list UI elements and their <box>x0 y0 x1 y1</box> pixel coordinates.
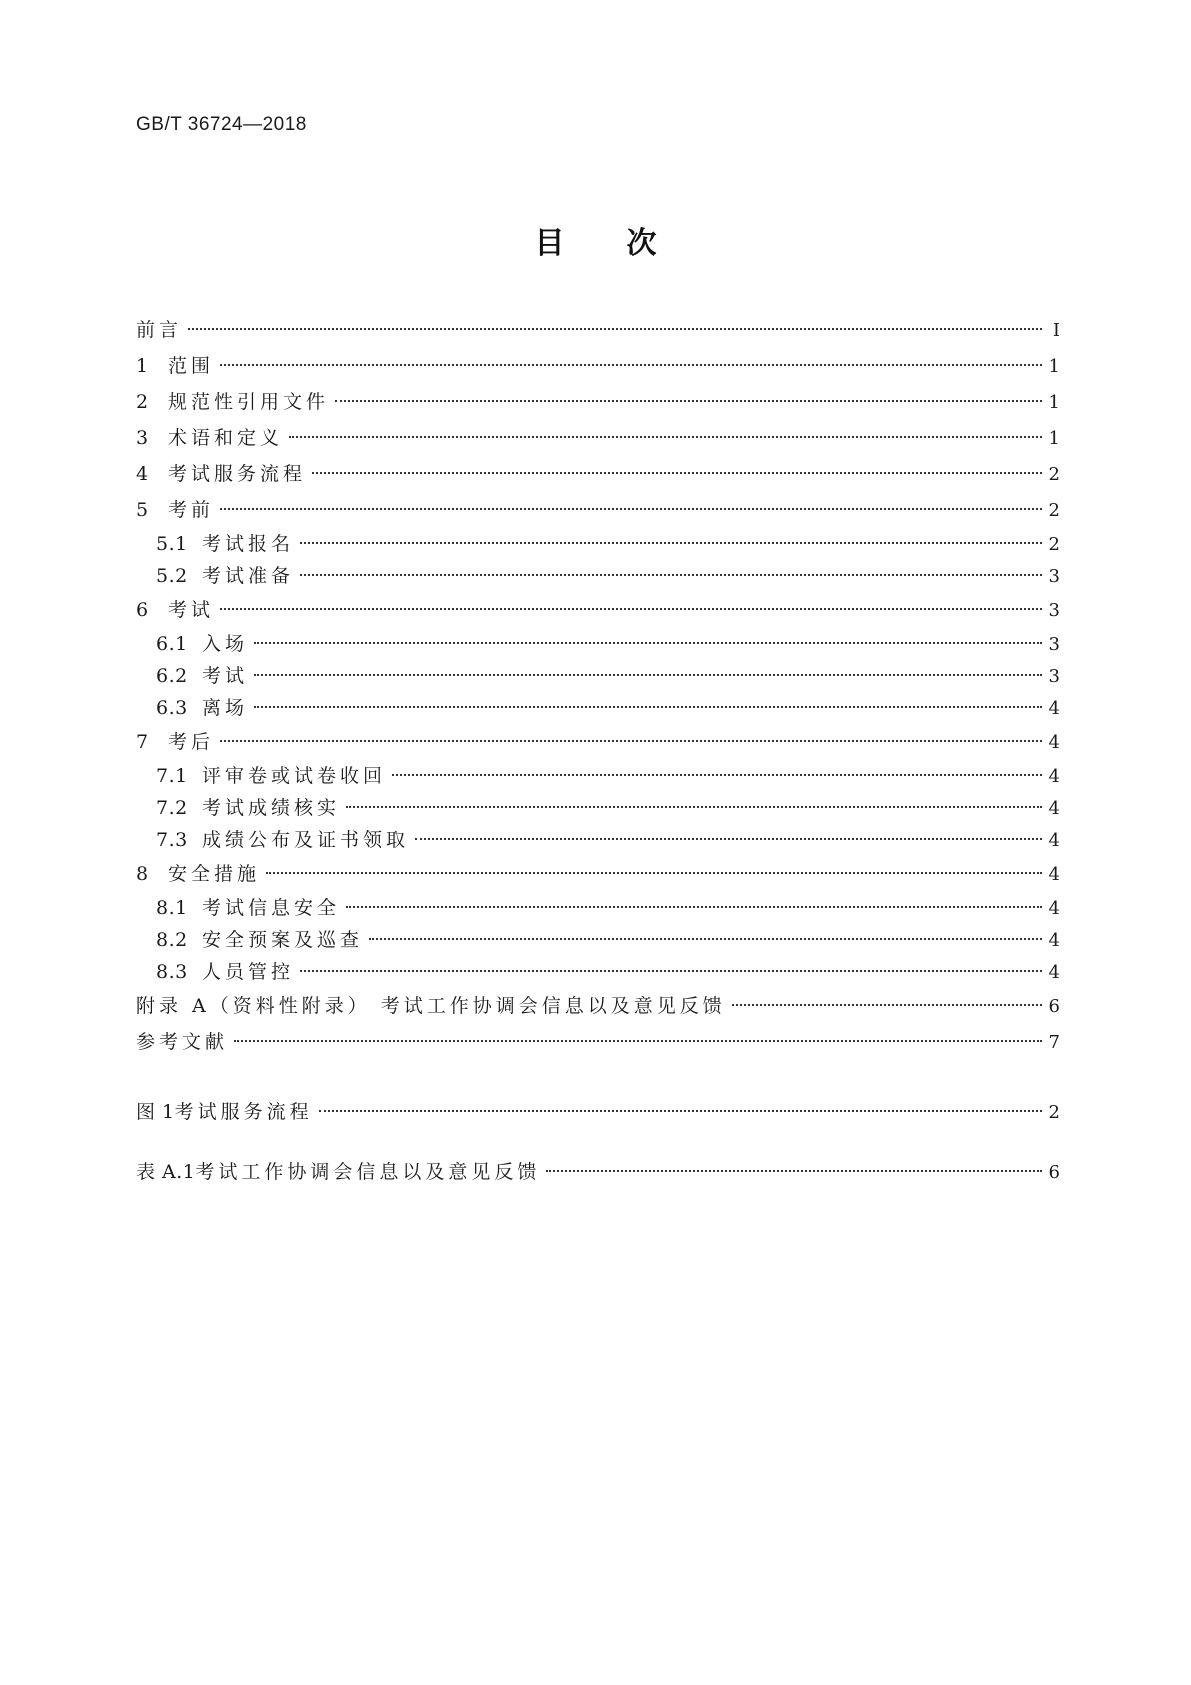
toc-entry-title: 考试信息安全 <box>202 897 341 919</box>
toc-entry-label <box>136 456 306 492</box>
toc-entry[interactable] <box>136 1094 1060 1130</box>
toc-entry-label <box>136 892 340 924</box>
toc-entry[interactable] <box>136 420 1060 456</box>
toc-entry-number: 8 <box>136 863 149 885</box>
toc-entry-title: 考试工作协调会信息以及意见反馈 <box>195 1161 541 1183</box>
toc-entry[interactable] <box>136 988 1060 1024</box>
toc-entry-title: 考试服务流程 <box>174 1101 313 1123</box>
toc-entry-number: 8.3 <box>156 961 188 983</box>
toc-entry-title: 入场 <box>202 633 249 655</box>
toc-dot-leader <box>732 1004 1042 1006</box>
toc-entry-label <box>136 988 726 1024</box>
toc-entry-page: 6 <box>1048 1162 1060 1183</box>
toc-entry-page: 2 <box>1048 464 1060 485</box>
toc-entry-title: 考试报名 <box>202 533 295 555</box>
toc-dot-leader <box>254 642 1042 644</box>
toc-dot-leader <box>220 740 1042 742</box>
toc-dot-leader <box>346 906 1042 908</box>
toc-entry-title: 人员管控 <box>202 961 295 983</box>
toc-tables <box>136 1154 1060 1190</box>
toc-entry-number: 6 <box>136 599 149 621</box>
toc-entry-label <box>136 628 248 660</box>
toc-entry-number: 6.3 <box>156 697 188 719</box>
toc-entry-number: 7.2 <box>156 797 188 819</box>
toc-entry-title: 考后 <box>168 731 215 753</box>
toc-entry-page: 4 <box>1048 898 1060 919</box>
toc-entry-number: 2 <box>136 391 149 413</box>
toc-entry-page: 2 <box>1048 534 1060 555</box>
toc-entry-number: 5.1 <box>156 533 188 555</box>
toc-entry-number: 8.1 <box>156 897 188 919</box>
toc-entry-number: 6.1 <box>156 633 188 655</box>
toc-entry[interactable] <box>136 660 1060 692</box>
toc-entry-page: 2 <box>1048 1102 1060 1123</box>
toc-entry[interactable] <box>136 492 1060 528</box>
toc-entry[interactable] <box>136 1154 1060 1190</box>
toc-entry-number: 图 1 <box>136 1101 175 1123</box>
toc-entry[interactable] <box>136 1024 1060 1060</box>
toc-dot-leader <box>319 1110 1042 1112</box>
toc-entry-number: 7.1 <box>156 765 188 787</box>
toc-figures <box>136 1094 1060 1130</box>
toc-entry-title: 考前 <box>168 499 215 521</box>
toc-entry[interactable] <box>136 924 1060 956</box>
toc-entry-title: 离场 <box>202 697 249 719</box>
toc-entry-label <box>136 724 214 760</box>
toc-entry-number: 5.2 <box>156 565 188 587</box>
toc-entry[interactable] <box>136 760 1060 792</box>
toc-dot-leader <box>346 806 1042 808</box>
toc-entry[interactable] <box>136 724 1060 760</box>
toc-entry-label <box>136 592 214 628</box>
toc-entry-title: 考试成绩核实 <box>202 797 341 819</box>
toc-entry-title: 考试 <box>168 599 215 621</box>
toc-entry-page: 1 <box>1048 428 1060 449</box>
toc-entry-page: 4 <box>1048 962 1060 983</box>
toc-entry-label <box>136 760 386 792</box>
toc-entry-title: 附录 A（资料性附录） 考试工作协调会信息以及意见反馈 <box>136 995 726 1017</box>
toc-entry-page: 4 <box>1048 830 1060 851</box>
toc-entry-page: 6 <box>1048 996 1060 1017</box>
standard-code: GB/T 36724—2018 <box>136 114 307 135</box>
toc-entry[interactable] <box>136 384 1060 420</box>
page-title: 目次 <box>534 226 719 261</box>
toc-entry-label <box>136 1094 313 1130</box>
toc-dot-leader <box>220 608 1042 610</box>
toc-entry[interactable] <box>136 348 1060 384</box>
toc-dot-leader <box>546 1170 1042 1172</box>
toc-dot-leader <box>415 838 1042 840</box>
toc-entry-page: 1 <box>1048 392 1060 413</box>
toc-entry-label <box>136 560 294 592</box>
toc-entry-label <box>136 792 340 824</box>
toc-entry-page: 3 <box>1048 634 1060 655</box>
toc-entry-page: 4 <box>1048 798 1060 819</box>
toc-entry-label <box>136 924 363 956</box>
toc-entry[interactable] <box>136 692 1060 724</box>
toc-entry[interactable] <box>136 592 1060 628</box>
toc-entry-label <box>136 1024 228 1060</box>
toc-dot-leader <box>234 1040 1042 1042</box>
toc-entry-title: 参考文献 <box>136 1031 229 1053</box>
toc-dot-leader <box>300 574 1042 576</box>
toc-entry-page: 7 <box>1048 1032 1060 1053</box>
toc-entry-label <box>136 956 294 988</box>
toc-entry-title: 范围 <box>168 355 215 377</box>
toc-entry-number: 3 <box>136 427 149 449</box>
toc-entry-page: 4 <box>1048 930 1060 951</box>
toc-entry-title: 评审卷或试卷收回 <box>202 765 387 787</box>
toc-entry-page: 4 <box>1048 732 1060 753</box>
toc-entry-label <box>136 528 294 560</box>
toc-entry[interactable] <box>136 892 1060 924</box>
toc-entry-title: 考试准备 <box>202 565 295 587</box>
toc-entry-title: 考试服务流程 <box>168 463 307 485</box>
toc-entry-number: 7.3 <box>156 829 188 851</box>
toc-entry-label <box>136 348 214 384</box>
toc-dot-leader <box>266 872 1042 874</box>
toc-entry-page: 4 <box>1048 766 1060 787</box>
toc-dot-leader <box>254 674 1042 676</box>
toc-dot-leader <box>188 328 1042 330</box>
toc-entry-title: 术语和定义 <box>168 427 284 449</box>
toc-entry-title: 安全措施 <box>168 863 261 885</box>
toc-entry-number: 4 <box>136 463 149 485</box>
toc-dot-leader <box>335 400 1042 402</box>
toc-dot-leader <box>254 706 1042 708</box>
toc-entry-number: 8.2 <box>156 929 188 951</box>
toc-entry-title: 安全预案及巡查 <box>202 929 364 951</box>
toc-entry-label <box>136 420 283 456</box>
toc-entry-page: 3 <box>1048 600 1060 621</box>
toc-entry-label <box>136 660 248 692</box>
toc-entry[interactable] <box>136 528 1060 560</box>
toc-entry-label <box>136 492 214 528</box>
toc-entry-number: 表 A.1 <box>136 1161 196 1183</box>
toc-entry-label <box>136 384 329 420</box>
toc-dot-leader <box>300 970 1042 972</box>
toc-entry-label <box>136 692 248 724</box>
toc-dot-leader <box>289 436 1042 438</box>
toc-entry-number: 5 <box>136 499 149 521</box>
table-of-contents <box>136 312 1060 1190</box>
toc-entry-page: Ⅰ <box>1052 320 1060 341</box>
toc-entry-page: 4 <box>1048 698 1060 719</box>
toc-entry-title: 规范性引用文件 <box>168 391 330 413</box>
toc-entry-page: 1 <box>1048 356 1060 377</box>
toc-entries <box>136 312 1060 1060</box>
toc-entry-page: 4 <box>1048 864 1060 885</box>
toc-entry[interactable] <box>136 456 1060 492</box>
toc-entry-page: 2 <box>1048 500 1060 521</box>
toc-entry-label <box>136 824 409 856</box>
toc-entry[interactable] <box>136 824 1060 856</box>
toc-entry[interactable] <box>136 560 1060 592</box>
toc-dot-leader <box>392 774 1042 776</box>
toc-dot-leader <box>312 472 1042 474</box>
toc-dot-leader <box>300 542 1042 544</box>
toc-entry-title: 成绩公布及证书领取 <box>202 829 410 851</box>
toc-entry-number: 1 <box>136 355 149 377</box>
toc-entry-label <box>136 856 260 892</box>
toc-entry-label <box>136 1154 540 1190</box>
toc-dot-leader <box>220 508 1042 510</box>
toc-dot-leader <box>369 938 1042 940</box>
toc-entry[interactable] <box>136 792 1060 824</box>
toc-entry-title: 前言 <box>136 319 183 341</box>
toc-entry-page: 3 <box>1048 666 1060 687</box>
toc-entry-number: 7 <box>136 731 149 753</box>
toc-entry[interactable] <box>136 628 1060 660</box>
toc-entry-label <box>136 312 182 348</box>
toc-entry-number: 6.2 <box>156 665 188 687</box>
toc-entry-page: 3 <box>1048 566 1060 587</box>
toc-entry[interactable] <box>136 956 1060 988</box>
toc-entry[interactable] <box>136 856 1060 892</box>
toc-entry-title: 考试 <box>202 665 249 687</box>
toc-entry[interactable] <box>136 312 1060 348</box>
toc-dot-leader <box>220 364 1042 366</box>
